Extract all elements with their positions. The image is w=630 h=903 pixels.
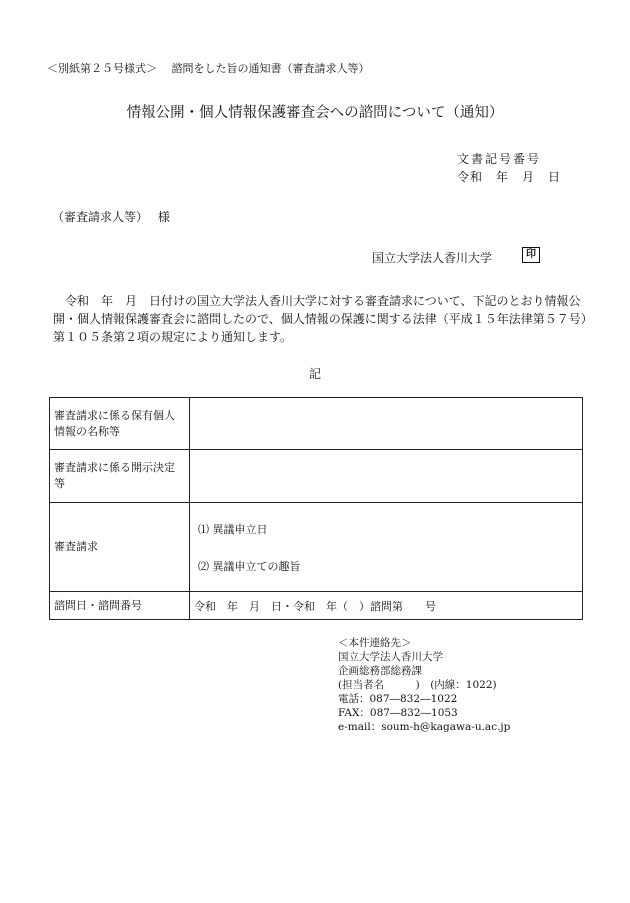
table-row [50,592,583,620]
table-label-inquiry: 諮問日・諮問番号 [50,592,190,620]
contact-phone: 電話：087―832―1022 [338,693,458,705]
table-row [50,503,583,592]
objection-purpose-item: ⑵ 異議申立ての趣旨 [198,559,301,573]
contact-block [338,636,510,734]
document-date: 令和 年 月 日 [457,170,562,184]
seal-stamp: 印 [522,247,540,263]
table-row [50,398,583,450]
table-label-disclosure-decision: 審査請求に係る開示決定等 [50,450,190,503]
document-number: 文書記号番号 [457,152,542,166]
table-value-inquiry: 令和 年 月 日・令和 年（ ）諮問第 号 [190,592,583,620]
objection-date-item: ⑴ 異議申立日 [198,522,268,536]
table-label-review-request: 審査請求 [50,503,190,592]
page-title: 情報公開・個人情報保護審査会への諮問について（通知） [126,105,504,121]
table-label-personal-info: 審査請求に係る保有個人情報の名称等 [50,398,190,450]
addressee: （審査請求人等） 様 [52,210,170,224]
table-row [50,450,583,503]
contact-person: (担当者名 ) (内線：1022) [338,679,497,691]
contact-org: 国立大学法人香川大学 [338,651,443,663]
sender-name: 国立大学法人香川大学 [372,251,493,265]
info-table [49,397,583,620]
contact-dept: 企画総務部総務課 [338,665,422,677]
body-paragraph: 令和 年 月 日付けの国立大学法人香川大学に対する審査請求について、下記のとおり情報公開・個人情報保護審査会に諮問したので、個人情報の保護に関する法律（平成１５年法律第５７号）第１０５条第２項の規定により通知します。 [53,294,593,344]
ki-heading: 記 [308,367,321,381]
table-value-disclosure-decision [190,450,583,503]
contact-heading: ＜本件連絡先＞ [338,637,412,649]
table-value-personal-info [190,398,583,450]
table-value-review-request [190,503,583,592]
contact-fax: FAX：087―832―1053 [338,707,458,719]
contact-email: e-mail：soum-h@kagawa-u.ac.jp [338,721,511,733]
form-label: ＜別紙第２５号様式＞ 諮問をした旨の通知書（審査請求人等） [47,62,370,75]
